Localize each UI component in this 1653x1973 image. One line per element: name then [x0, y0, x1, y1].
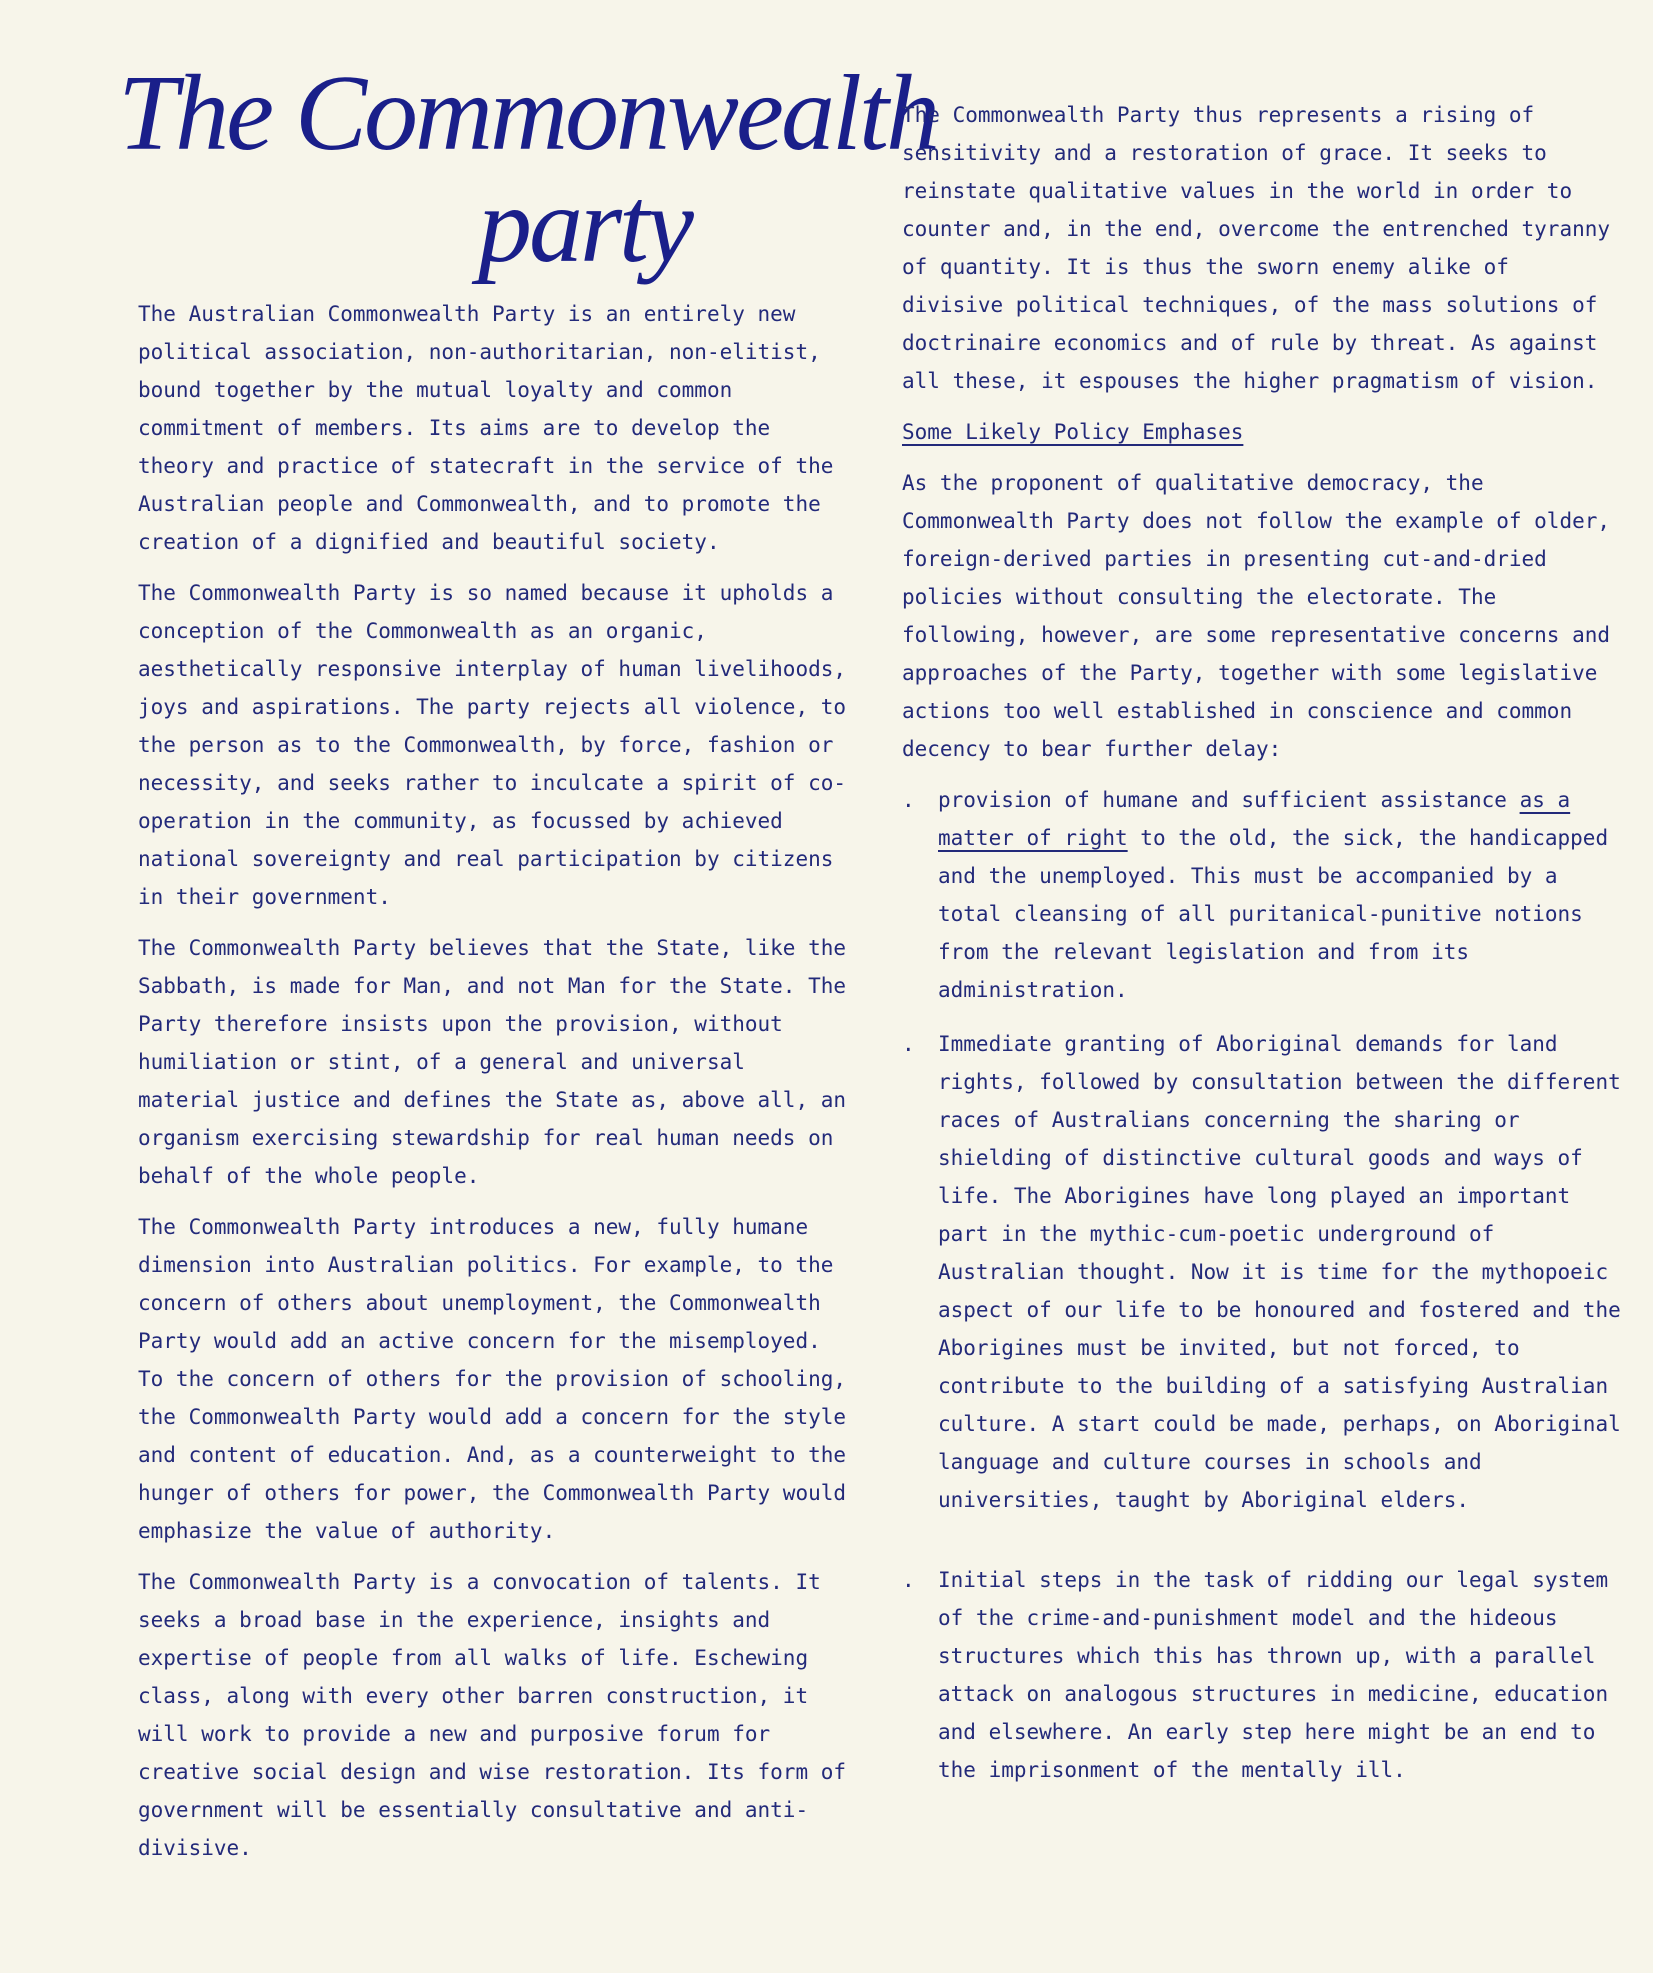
bullet-text: Initial steps in the task of ridding our legal system of the crime-and-punishment model and the hideous structures which this has thrown up, with a parallel attack on analogous structures in medicine, education and elsewhere. An early step here might be an end to the imprisonment of the mentally ill.	[938, 1568, 1609, 1782]
bullet-marker: .	[902, 1032, 915, 1056]
bullet-marker: .	[902, 788, 915, 812]
underlined-phrase: as a matter of right	[938, 788, 1571, 850]
paragraph-rising-sensitivity: The Commonwealth Party thus represents a rising of sensitivity and a restoration of grace. It seeks to reinstate qualitative values in the world in order to counter and, in the end, overcome the entrenched tyranny of quantity. It is thus the sworn enemy alike of divisive political techniques, of the mass solutions of doctrinaire economics and of rule by threat. As against all these, it espouses the higher pragmatism of vision.	[902, 103, 1611, 393]
paragraph-talents: The Commonwealth Party is a convocation of talents. It seeks a broad base in the experience, insights and expertise of people from all walks of life. Eschewing class, along with every other barren construction, it will work to provide a new and purposive forum for creative social design and wise restoration. Its form of government will be essentially consultative and anti-divisive.	[138, 1570, 847, 1860]
left-column	[138, 295, 858, 1880]
list-item	[902, 1561, 1622, 1789]
paragraph-name: The Commonwealth Party is so named because it upholds a conception of the Commonwealth as an organic, aesthetically responsive interplay of human livelihoods, joys and aspirations. The party rejects all violence, to the person as to the Commonwealth, by force, fashion or necessity, and seeks rather to inculcate a spirit of co-operation in the community, as focussed by achieved national sovereignty and real participation by citizens in their government.	[138, 581, 847, 909]
title-line-2: party	[478, 166, 691, 285]
title-line-1: The Commonwealth	[118, 54, 938, 173]
paragraph-policy-lead: As the proponent of qualitative democracy, the Commonwealth Party does not follow the example of older, foreign-derived parties in presenting cut-and-dried policies without consulting the electorate. The following, however, are some representative concerns and approaches of the Party, together with some legislative actions too well established in conscience and common decency to bear further delay:	[902, 471, 1611, 761]
bullet-marker: .	[902, 1568, 915, 1592]
bullet-text-after: to the old, the sick, the handicapped and the unemployed. This must be accompanied by a total cleansing of all puritanical-punitive notions from the relevant legislation and from its administration.	[938, 826, 1609, 1002]
list-item	[902, 1025, 1622, 1519]
bullet-text: Immediate granting of Aboriginal demands for land rights, followed by consultation between the different races of Australians concerning the sharing or shielding of distinctive cultural goods and ways of life. The Aborigines have long played an important part in the mythic-cum-poetic underground of Australian thought. Now it is time for the mythopoeic aspect of our life to be honoured and fostered and the Aborigines must be invited, but not forced, to contribute to the building of a satisfying Australian culture. A start could be made, perhaps, on Aboriginal language and culture courses in schools and universities, taught by Aboriginal elders.	[938, 1032, 1621, 1512]
page-title	[118, 54, 938, 285]
paragraph-state: The Commonwealth Party believes that the State, like the Sabbath, is made for Man, and not Man for the State. The Party therefore insists upon the provision, without humiliation or stint, of a general and universal material justice and defines the State as, above all, an organism exercising stewardship for real human needs on behalf of the whole people.	[138, 936, 847, 1188]
paragraph-intro: The Australian Commonwealth Party is an entirely new political association, non-authoritarian, non-elitist, bound together by the mutual loyalty and common commitment of members. Its aims are to develop the theory and practice of statecraft in the service of the Australian people and Commonwealth, and to promote the creation of a dignified and beautiful society.	[138, 302, 834, 554]
right-column	[902, 96, 1622, 1805]
policy-list	[902, 781, 1622, 1789]
paragraph-humane-dimension: The Commonwealth Party introduces a new, fully humane dimension into Australian politics. For example, to the concern of others about unemployment, the Commonwealth Party would add an active concern for the misemployed. To the concern of others for the provision of schooling, the Commonwealth Party would add a concern for the style and content of education. And, as a counterweight to the hunger of others for power, the Commonwealth Party would emphasize the value of authority.	[138, 1215, 847, 1543]
section-heading-policy: Some Likely Policy Emphases	[902, 420, 1244, 444]
bullet-text-before: provision of humane and sufficient assistance	[938, 788, 1520, 812]
list-item	[902, 781, 1622, 1009]
